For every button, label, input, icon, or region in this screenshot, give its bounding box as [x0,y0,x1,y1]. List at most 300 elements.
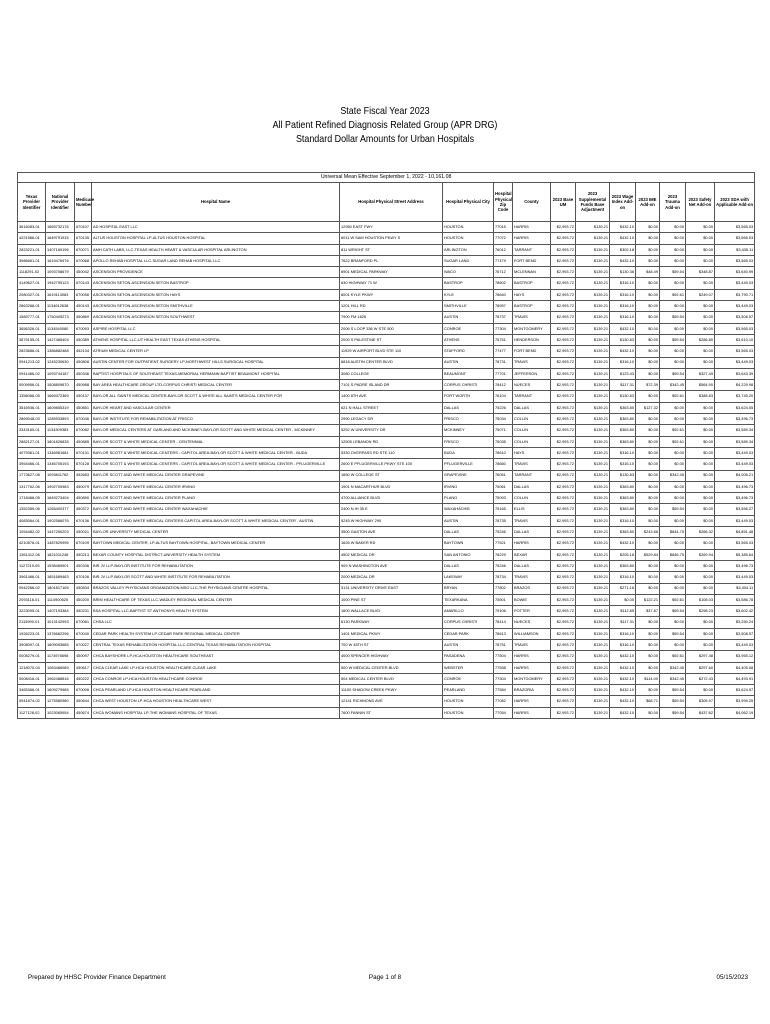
table-cell: $139.21 [576,515,610,526]
table-row [18,470,755,481]
table-cell: $0.00 [636,651,660,662]
table-cell: $2,993.72 [551,222,576,233]
table-cell: $243.68 [636,527,660,538]
table-cell: 2000 MEDICAL DR [340,572,443,583]
table-cell: $564.90 [686,380,715,391]
column-header: 2023 SDA with Applicable Add-on [715,183,755,222]
table-cell: 3656326-01 [18,323,46,334]
table-cell: 1346705193 [46,459,75,470]
table-cell: BAYLOR SCOTT AND WHITE MEDICAL CENTER WAXAHACHIE [92,504,340,515]
table-cell: $3,565.03 [715,538,755,549]
table-cell: $59.54 [660,368,686,379]
table-cell: MCKINNEY [443,425,494,436]
table-cell: BEXAR [513,549,551,560]
table-cell: $2,993.72 [551,244,576,255]
table-cell: $3,745.20 [715,391,755,402]
column-header: 2023 IME Add-on [636,183,660,222]
table-cell: 5330 OVERPASS RD STE 110 [340,447,443,458]
umec-row [18,173,755,183]
table-cell: $432.10 [610,538,636,549]
table-cell: $2,993.72 [551,447,576,458]
table-cell: $3,508.57 [715,628,755,639]
table-cell: $130.83 [610,391,636,402]
table-cell: 4502 MEDICAL DR [340,549,443,560]
table-cell: $139.21 [576,560,610,571]
table-cell: 1093744187 [46,368,75,379]
table-cell: 78737 [494,312,513,323]
table-cell: $139.21 [576,425,610,436]
table-cell: COLLIN [513,414,551,425]
table-cell: $2,993.72 [551,301,576,312]
table-cell: 670131 [75,447,92,458]
table-cell: $130.36 [610,267,636,278]
table-cell: $3,589.34 [715,425,755,436]
table-row [18,527,755,538]
table-cell: 11929 W AIRPORT BLVD STE 110 [340,346,443,357]
table-cell: $130.83 [610,334,636,345]
table-cell: AMH CATH LABS, LLC-TEXAS HEALTH HEART & VASCULAR HOSPITAL ARLINGTON [92,244,340,255]
table-cell: $286.80 [686,334,715,345]
table-cell: COLLIN [513,436,551,447]
table-cell: FORT WORTH [443,391,494,402]
table-cell: 77802 [494,583,513,594]
table-cell: $363.80 [610,436,636,447]
table-cell: 1600 WALLACE BLVD [340,606,443,617]
table-cell: 1054482-02 [18,527,46,538]
table-cell: 1407169196 [46,244,75,255]
table-cell: $2,993.72 [551,560,576,571]
table-cell: 3223095-01 [18,606,46,617]
table-cell: 670128 [75,459,92,470]
table-cell: $2,993.72 [551,402,576,413]
table-cell: 1275580980 [46,696,75,707]
table-cell: 6001 KYLE PKWY [340,289,443,300]
table-cell: $432.10 [610,323,636,334]
table-cell: 450137 [75,391,92,402]
table-cell: 450213 [75,549,92,560]
table-cell: 670040 [75,628,92,639]
table-cell: $139.21 [576,707,610,718]
table-cell: LAKEWAY [443,572,494,583]
table-cell: $0.00 [686,425,715,436]
rates-table [17,172,755,719]
table-cell: $0.00 [686,346,715,357]
table-cell: PASADENA [443,651,494,662]
table-cell: 5252 W UNIVERSITY DR [340,425,443,436]
table-cell: 6901 MEDICAL PARKWAY [340,267,443,278]
table-row [18,346,755,357]
table-cell: 77479 [494,255,513,266]
table-cell: 6011 W SAM HOUSTON PKWY S [340,233,443,244]
table-cell: 3616083-01 [18,222,46,233]
table-cell: ELLIS [513,504,551,515]
table-cell: $72.39 [636,380,660,391]
table-cell: TRAVIS [513,357,551,368]
table-cell: 78731 [494,357,513,368]
table-cell: AD HOSPITAL EAST LLC [92,222,340,233]
table-cell: $249.07 [686,289,715,300]
table-row [18,628,755,639]
table-cell: BAYLOR SCOTT AND WHITE MEDICAL CENTER IRVING [92,481,340,492]
table-cell: $139.21 [576,278,610,289]
table-cell: $0.00 [636,504,660,515]
table-cell: $0.00 [686,414,715,425]
table-cell: 1013142993 [46,617,75,628]
table-cell: $388.83 [686,391,715,402]
table-cell: $2,993.72 [551,391,576,402]
table-cell: 77477 [494,346,513,357]
table-cell: $139.21 [576,436,610,447]
table-cell: $432.10 [610,255,636,266]
table-cell: BAYLOR SCOTT & WHITE MEDICAL CENTER - CENTENNIAL [92,436,340,447]
table-cell: $529.84 [636,549,660,560]
table-cell: 12505 LEBANON RD [340,436,443,447]
table-cell: $139.21 [576,538,610,549]
table-cell: $0.00 [686,628,715,639]
table-cell: $0.00 [660,639,686,650]
table-cell: 1609855319 [46,402,75,413]
table-cell: 504 MEDICAL CENTER BLVD [340,673,443,684]
table-cell: ATHENS [443,334,494,345]
table-cell: $3,449.03 [715,278,755,289]
table-cell: 2080327-01 [18,289,46,300]
table-cell: $0.00 [660,402,686,413]
table-cell: 7101 S PADRE ISLAND DR [340,380,443,391]
table-cell: BAYLOR HEART AND VASCULAR CENTER [92,402,340,413]
table-cell: $139.21 [576,504,610,515]
table-cell: $2,993.72 [551,707,576,718]
table-cell: $2,993.72 [551,606,576,617]
table-row [18,436,755,447]
table-cell: $59.54 [660,504,686,515]
table-cell: 77521 [494,538,513,549]
table-cell: JEFFERSON [513,368,551,379]
table-cell: $92.61 [660,651,686,662]
table-cell: $139.21 [576,222,610,233]
table-row [18,289,755,300]
table-cell: 77504 [494,651,513,662]
table-cell: $139.21 [576,233,610,244]
table-cell: $4,493.91 [715,673,755,684]
table-cell: 2006 S LOOP 336 W STE 500 [340,323,443,334]
column-header: 2023 Trauma Add-on [660,183,686,222]
table-cell: 77072 [494,233,513,244]
table-cell: $0.00 [686,685,715,696]
table-cell: $139.21 [576,447,610,458]
table-cell: MCLENNAN [513,267,551,278]
table-cell: 670143 [75,278,92,289]
table-cell: CEDAR PARK [443,628,494,639]
table-cell: $2,993.72 [551,673,576,684]
table-cell: FRISCO [443,436,494,447]
table-cell: $0.00 [636,583,660,594]
table-cell: PFLUGERVILLE [443,459,494,470]
table-cell: 450869 [75,312,92,323]
table-cell: $2,993.72 [551,549,576,560]
table-cell: $0.00 [686,323,715,334]
table-cell: $0.00 [636,436,660,447]
table-cell: $3,565.03 [715,323,755,334]
table-cell: $316.10 [610,447,636,458]
table-cell: $48.49 [636,267,660,278]
table-cell: TRAVIS [513,515,551,526]
table-cell: POTTER [513,606,551,617]
table-row [18,233,755,244]
table-cell: $3,610.10 [715,334,755,345]
table-cell: $2,993.72 [551,639,576,650]
table-cell: CHCA CLEAR LAKE LP-HCA HOUSTON HEALTHCARE CLEAR LAKE [92,662,340,673]
table-cell: 670106 [75,572,92,583]
table-cell: 75501 [494,594,513,605]
table-cell: $0.00 [636,346,660,357]
table-cell: HOUSTON [443,233,494,244]
table-cell: FRISCO [443,414,494,425]
table-cell: $0.00 [636,244,660,255]
table-cell: 2990 LEGACY DR [340,414,443,425]
table-cell: BAYLOR MEDICAL CENTERS AT GARLAND AND MCKINNEY-BAYLOR SCOTT AND WHITE MEDICAL CENTER - MCKINNEY [92,425,340,436]
table-cell: BAPTIST HOSPITALS OF SOUTHEAST TEXAS-MEMORIAL HERMANN BAPTIST BEAUMONT HOSPITAL [92,368,340,379]
table-cell: BAYLOR SCOTT & WHITE MEDICAL CENTERS - CAPITOL AREA-BAYLOR SCOTT & WHITE MEDICAL CENTER - BUDA [92,447,340,458]
table-row [18,572,755,583]
table-cell: 1245230630 [46,357,75,368]
table-cell: $3,250.24 [715,617,755,628]
table-cell: 78610 [494,447,513,458]
table-cell: $363.80 [610,425,636,436]
table-cell: $114.00 [636,673,660,684]
table-cell: DALLAS [513,481,551,492]
table-cell: $432.10 [610,346,636,357]
table-row [18,402,755,413]
table-cell: 2093116-01 [18,594,46,605]
table-cell: $0.00 [686,459,715,470]
table-cell: $363.80 [610,493,636,504]
table-cell: $139.21 [576,651,610,662]
table-cell: $316.10 [610,278,636,289]
table-cell: SUGAR LAND [443,255,494,266]
table-cell: $139.21 [576,662,610,673]
table-cell: MONTGOMERY [513,323,551,334]
table-cell: 670071 [75,244,92,255]
table-cell: $139.21 [576,685,610,696]
table-cell: $0.00 [636,289,660,300]
table-cell: $139.21 [576,244,610,255]
table-cell: 1361412-06 [18,549,46,560]
table-cell: 450042 [75,267,92,278]
table-cell: 450079 [75,481,92,492]
table-row [18,594,755,605]
table-cell: CHCA CONROE LP-HCA HOUSTON HEALTHCARE CONROE [92,673,340,684]
column-header: 2023 Safety Net Add-on [686,183,715,222]
table-cell: 75071 [494,425,513,436]
table-cell: $2,993.72 [551,334,576,345]
table-cell: BSA HOSPITAL LLC-BAPTIST ST ANTHONYS HEALTH SYSTEM [92,606,340,617]
table-cell: $272.43 [686,673,715,684]
table-cell: $0.00 [660,560,686,571]
table-cell: $3,624.05 [715,402,755,413]
table-cell: $2,993.72 [551,346,576,357]
table-cell: $342.45 [660,380,686,391]
table-row [18,696,755,707]
table-cell: 0942266-02 [18,583,46,594]
table-cell: HOUSTON [443,696,494,707]
table-cell: $3,496.73 [715,481,755,492]
table-cell: $2,993.72 [551,233,576,244]
table-cell: WEBSTER [443,662,494,673]
table-row [18,617,755,628]
table-row [18,380,755,391]
table-cell: $139.21 [576,459,610,470]
table-cell: $0.00 [660,459,686,470]
table-cell: 450808 [75,357,92,368]
table-cell: 76712 [494,267,513,278]
table-cell: 3879155-01 [18,334,46,345]
table-cell: DALLAS [513,527,551,538]
table-cell: 78613 [494,628,513,639]
table-cell: $0.00 [660,572,686,583]
table-row [18,357,755,368]
table-cell: $0.00 [636,447,660,458]
table-cell: $0.00 [686,436,715,447]
table-cell: $437.62 [686,707,715,718]
table-cell: 78751 [494,639,513,650]
table-cell: $0.00 [686,402,715,413]
table-cell: $432.10 [610,662,636,673]
table-cell: $4,405.08 [715,662,755,673]
table-cell: $2,993.72 [551,572,576,583]
table-cell: $139.21 [576,301,610,312]
umec-cell: Universal Mean Effective September 1, 2022 - 10,161.08 [18,173,755,183]
table-cell: $37.87 [636,606,660,617]
table-cell: $139.21 [576,323,610,334]
table-cell: $0.00 [636,639,660,650]
table-cell: 1619476976 [46,255,75,266]
table-cell: $59.54 [660,685,686,696]
table-cell: $3,586.78 [715,594,755,605]
table-cell: 1352359-06 [18,504,46,515]
table-cell: 1773627-08 [18,470,46,481]
table-cell: 1401 MEDICAL PKWY [340,628,443,639]
table-cell: AUSTIN [443,639,494,650]
table-cell: 77054 [494,707,513,718]
table-cell: 4079361-01 [18,447,46,458]
table-cell: 670006 [75,685,92,696]
table-cell: $139.21 [576,289,610,300]
table-cell: 450988 [75,380,92,391]
table-cell: $3,565.03 [715,222,755,233]
table-cell: 450834 [75,583,92,594]
table-cell: $4,006.21 [715,470,755,481]
table-cell: DALLAS [513,560,551,571]
table-cell: TRAVIS [513,639,551,650]
table-cell: $0.00 [636,301,660,312]
table-cell: CEDAR PARK HEALTH SYSTEM LP-CEDAR PARK REGIONAL MEDICAL CENTER [92,628,340,639]
table-cell: $2,993.72 [551,267,576,278]
table-cell: $0.00 [636,459,660,470]
table-cell: 670136 [75,515,92,526]
table-cell: AUSTIN [443,357,494,368]
table-cell: $108.03 [686,594,715,605]
table-cell: $92.61 [660,391,686,402]
table-cell: 4700 ALLIANCE BLVD [340,493,443,504]
table-cell: $0.00 [686,493,715,504]
table-cell: $2,993.72 [551,255,576,266]
table-row [18,447,755,458]
table-cell: 1118291-02 [18,267,46,278]
table-cell: $3,449.03 [715,515,755,526]
table-cell: $0.00 [686,470,715,481]
table-cell: 450200 [75,594,92,605]
table-cell: ASCENSION SETON-ASCENSION SETON SMITHVILLE [92,301,340,312]
table-row [18,244,755,255]
table-cell: $844.75 [660,527,686,538]
table-cell: 0008279-01 [18,651,46,662]
table-cell: $432.10 [610,651,636,662]
table-cell: 5245 W HIGHWAY 290 [340,515,443,526]
table-cell: 1619113083 [46,289,75,300]
table-cell: 1063466089 [46,662,75,673]
table-cell: $3,565.03 [715,255,755,266]
table-row [18,662,755,673]
table-cell: $0.00 [686,572,715,583]
table-cell: BASTROP [513,301,551,312]
table-cell: 1508809870 [46,380,75,391]
table-cell: $139.21 [576,255,610,266]
table-cell: NUECES [513,617,551,628]
table-cell: $2,993.72 [551,425,576,436]
table-cell: $0.00 [686,278,715,289]
table-cell: 3131 UNIVERSITY DRIVE EAST [340,583,443,594]
table-cell: $432.10 [610,222,636,233]
table-cell: $0.00 [686,447,715,458]
table-cell: 670135 [75,233,92,244]
table-cell: $139.21 [576,572,610,583]
table-cell: 4210876-01 [18,538,46,549]
table-cell: IRVING [443,481,494,492]
table-cell: ARLINGTON [443,244,494,255]
table-cell: $2,993.72 [551,357,576,368]
table-cell: 4149627-01 [18,278,46,289]
table-row [18,651,755,662]
table-cell: $0.00 [636,323,660,334]
footer-page-number: Page 1 of 8 [368,974,402,981]
table-cell: CHCA WEST HOUSTON LP-HCA HOUSTON HEALTHCARE WEST [92,696,340,707]
table-cell: 78957 [494,301,513,312]
table-cell: $342.45 [660,673,686,684]
table-cell: $0.00 [636,255,660,266]
table-row [18,639,755,650]
table-cell: CHCA PEARLAND LP-HCA HOUSTON HEALTHCARE PEARLAND [92,685,340,696]
table-cell: $2,993.72 [551,651,576,662]
table-cell: $0.00 [686,233,715,244]
table-cell: $0.00 [686,255,715,266]
table-cell: 2000 S PALESTINE ST [340,334,443,345]
column-header: Hospital Physical Street Address [340,183,443,222]
table-cell: $316.10 [610,515,636,526]
table-cell: $0.00 [636,685,660,696]
table-cell: 450644 [75,696,92,707]
table-cell: $316.10 [610,312,636,323]
table-cell: 4000 SPENCER HIGHWAY [340,651,443,662]
table-cell: $0.00 [636,368,660,379]
table-cell: $316.10 [610,628,636,639]
table-cell: 670109 [75,538,92,549]
table-cell: $316.10 [610,301,636,312]
table-cell: 0941874-02 [18,696,46,707]
table-cell: AUSTIN CENTER FOR OUTPATIENT SURGERY LP-NORTHWEST HILLS SURGICAL HOSPITAL [92,357,340,368]
table-cell: $316.10 [610,572,636,583]
table-cell: $0.00 [686,244,715,255]
table-cell: $363.80 [610,481,636,492]
